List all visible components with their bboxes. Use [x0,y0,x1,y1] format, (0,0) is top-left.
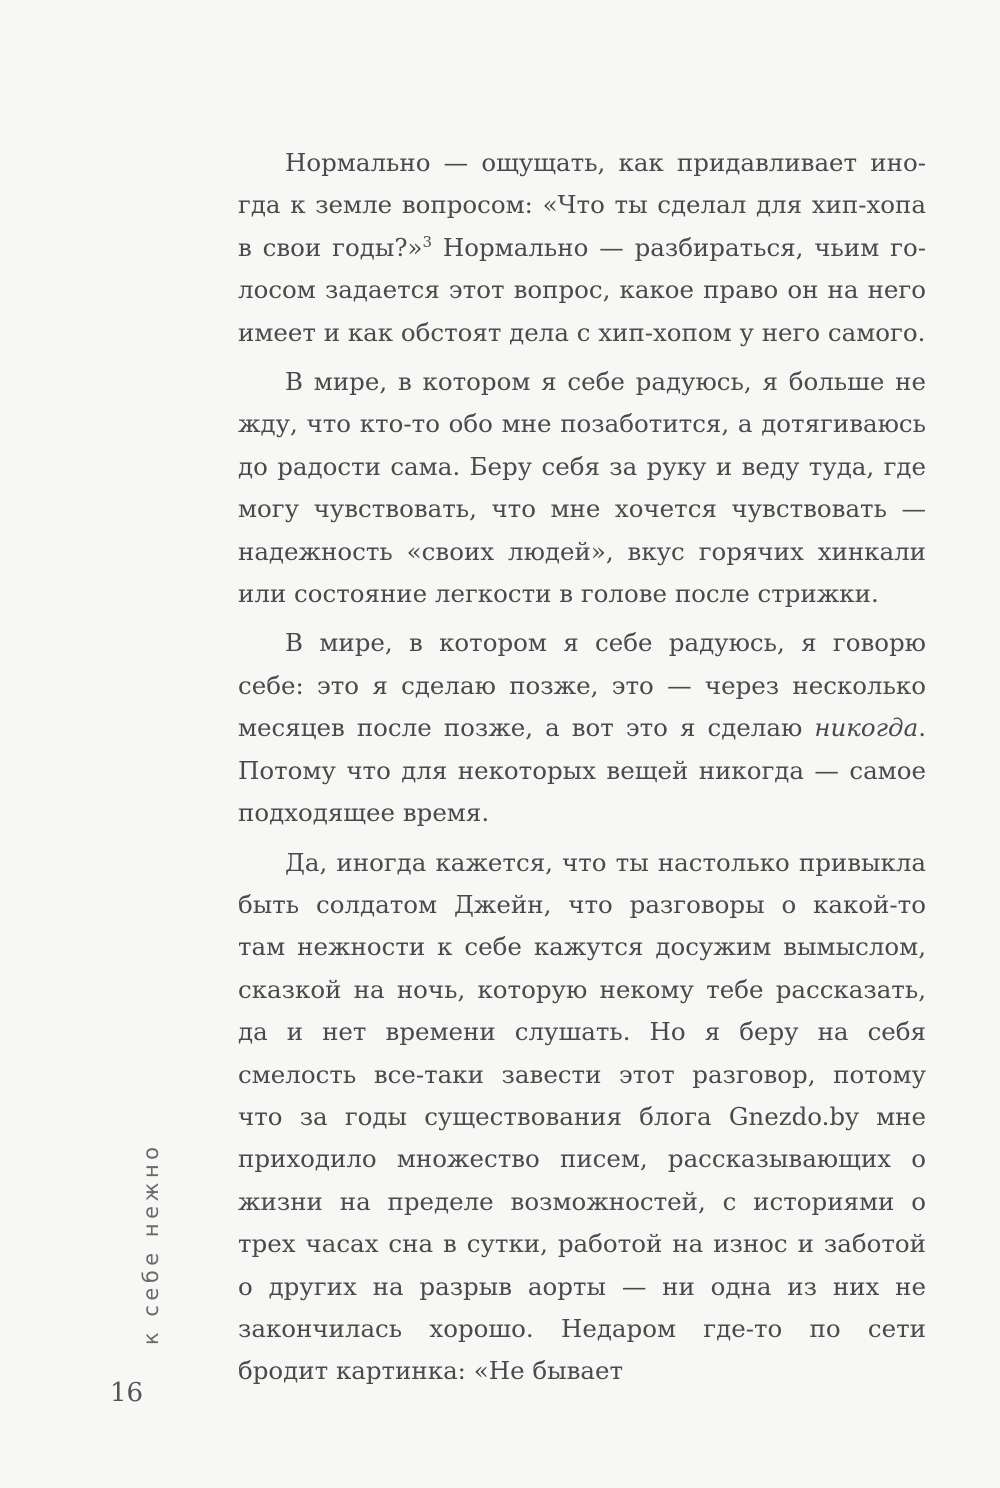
paragraph-3-text-cont: . Потому что для некоторых вещей никогда — самое подходящее время. [238,713,926,828]
running-title-text: к себе нежно [139,1142,163,1345]
paragraph-3-emphasis: никогда [814,713,919,743]
paragraph-1-text-cont: Нормально — разбираться, чьим голосом задается этот вопрос, какое право он на него имеет и как обстоят дела с хип-хопом у него самого. [238,232,927,347]
paragraph-4: Да, иногда кажется, что ты настолько привыкла быть солдатом Джейн, что разговоры о какой-то там нежности к себе кажутся досужим вымыслом, сказкой на ночь, которую некому тебе рассказать, да и нет времени слушать. Но я беру на себя смелость все-таки завести этот разговор, потому что за годы существования блога Gnezdo.by мне приходило множество писем, рассказывающих о жизни на пределе возможностей, с историями о трех часах сна в сутки, работой на износ и заботой о других на разрыв аорты — ни одна из них не закончилась хорошо. Недаром где-то по сети бродит картинка: «Не бывает [238,847,926,1386]
body-text [238,142,926,1400]
paragraph-2: В мире, в котором я себе радуюсь, я больше не жду, что кто-то обо мне позаботится, а дотягиваюсь до радости сама. Беру себя за руку и веду туда, где могу чувствовать, что мне хочется чувствовать — надежность «своих людей», вкус горячих хинкали или состояние легкости в голове после стрижки. [238,367,926,609]
paragraph-1-text: Нормально — ощущать, как придавливает иногда к земле вопросом: «Что ты сделал для хип-хопа в свои годы?» [238,148,926,262]
footnote-marker: 3 [422,232,432,251]
paragraph-3-text: В мире, в котором я себе радуюсь, я говорю себе: это я сделаю позже, это — через несколько месяцев после позже, а вот это я сделаю [238,628,926,743]
running-title [103,965,163,1345]
paragraph-1 [238,142,926,354]
page-number: 16 [110,1378,144,1408]
paragraph-3 [238,622,926,834]
